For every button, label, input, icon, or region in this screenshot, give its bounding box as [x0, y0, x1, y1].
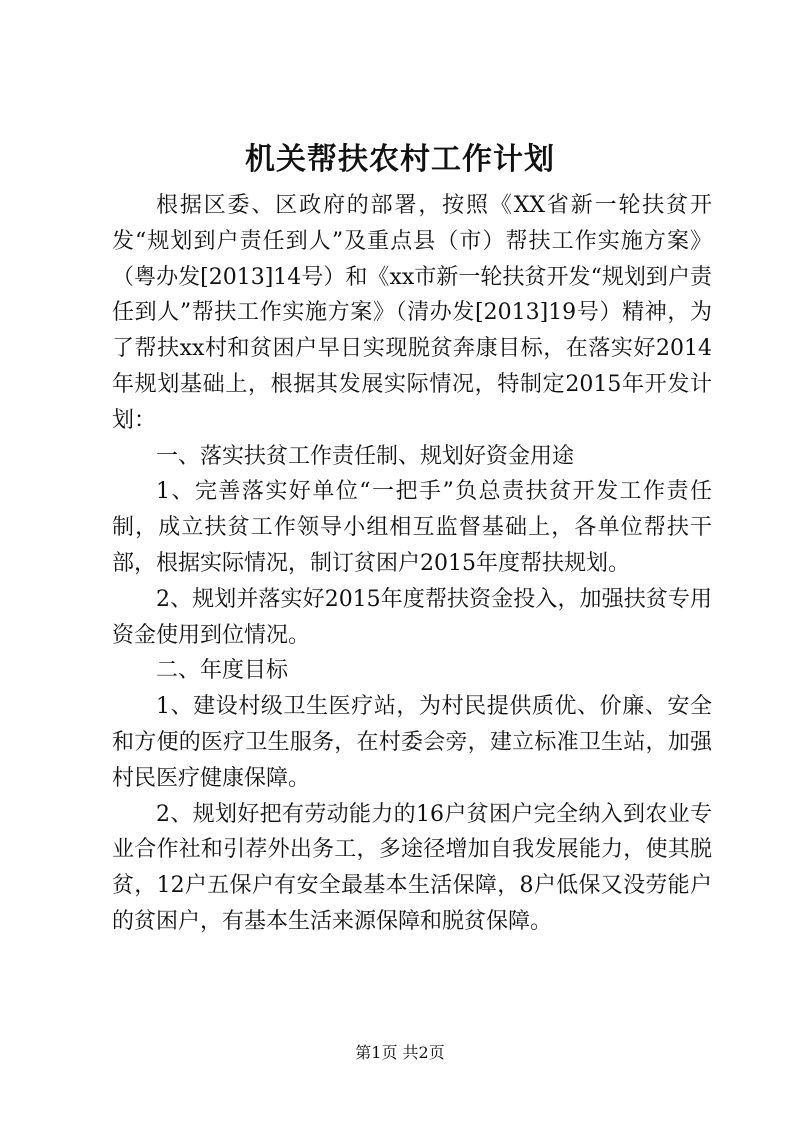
paragraph-1-1: 1、完善落实好单位“一把手”负总责扶贫开发工作责任制，成立扶贫工作领导小组相互监督基础上，各单位帮扶干部，根据实际情况，制订贫困户2015年度帮扶规划。	[112, 479, 712, 576]
page-footer: 第1页 共2页	[355, 1043, 445, 1062]
document-body	[112, 188, 712, 940]
paragraph-1-2: 2、规划并落实好2015年度帮扶资金投入，加强扶贫专用资金使用到位情况。	[112, 586, 712, 648]
section-heading-1: 一、落实扶贫工作责任制、规划好资金用途	[156, 443, 575, 469]
paragraph-intro: 根据区委、区政府的部署，按照《XX省新一轮扶贫开发“规划到户责任到人”及重点县（市）帮扶工作实施方案》（粤办发[2013]14号）和《xx市新一轮扶贫开发“规划到户责任到人”帮扶工作实施方案》（清办发[2013]19号）精神，为了帮扶xx村和贫困户早日实现脱贫奔康目标，在落实好2014年规划基础上，根据其发展实际情况，特制定2015年开发计划：	[112, 193, 712, 433]
document-title: 机关帮扶农村工作计划	[245, 142, 555, 177]
section-heading-2: 二、年度目标	[156, 658, 289, 684]
paragraph-2-2: 2、规划好把有劳动能力的16户贫困户完全纳入到农业专业合作社和引荐外出务工，多途径增加自我发展能力，使其脱贫，12户五保户有安全最基本生活保障，8户低保又没劳能户的贫困户，有基本生活来源保障和脱贫保障。	[112, 801, 712, 934]
paragraph-2-1: 1、建设村级卫生医疗站，为村民提供质优、价廉、安全和方便的医疗卫生服务，在村委会旁，建立标准卫生站，加强村民医疗健康保障。	[112, 694, 712, 791]
